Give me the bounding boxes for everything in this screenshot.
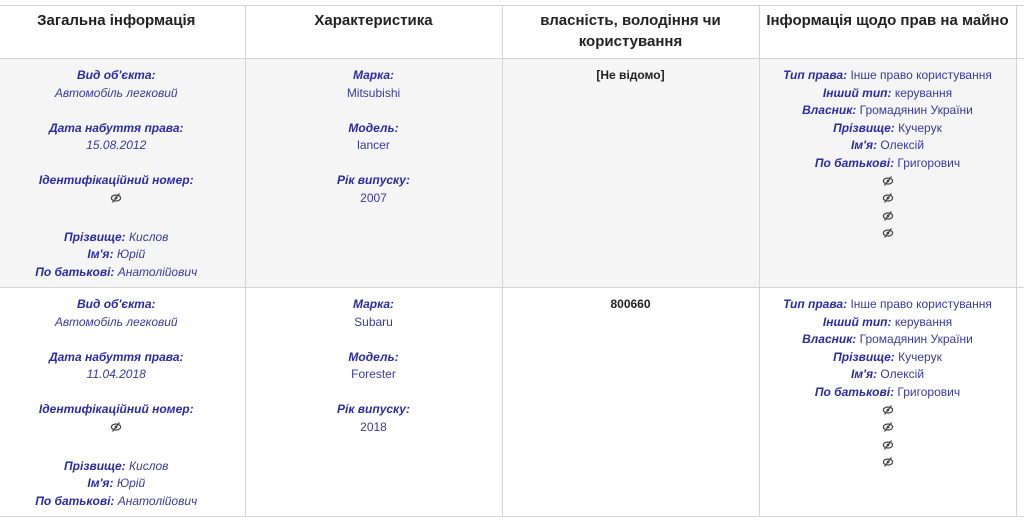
right-name-value: Олексій [880,367,925,381]
owner-value: Громадянин України [859,332,973,346]
right-patronymic-label: По батькові: [814,384,895,399]
acquisition-date-value: 11.04.2018 [86,367,146,381]
year-label: Рік випуску: [337,173,410,187]
model-label: Модель: [348,120,399,135]
brand-value: Subaru [354,314,393,329]
object-type-label: Вид об'єкта: [76,68,156,82]
ownership-value-cell [502,59,759,288]
id-number-hidden [0,190,239,208]
eye-slash-icon [882,439,894,451]
table-row [0,288,1024,517]
other-type-value: керування [894,314,953,329]
right-surname-value: Кучерук [898,120,942,135]
id-number-label: Ідентифікаційний номер: [38,402,194,416]
id-number-hidden [0,419,239,437]
right-type-value: Інше право користування [850,297,992,311]
header-ownership-value: власність, володіння чи користування [502,6,759,59]
row-spacer [1016,59,1024,288]
ownership-value: 800660 [610,297,651,311]
right-name-label: Ім'я: [850,138,878,152]
other-type-label: Інший тип: [822,314,892,329]
eye-slash-icon [882,175,894,187]
eye-slash-icon [882,210,894,222]
acquisition-date-label: Дата набуття права: [48,349,184,364]
model-value: lancer [357,138,390,152]
brand-label: Марка: [352,68,395,82]
id-number-label: Ідентифікаційний номер: [38,173,194,187]
surname-label: Прізвище: [64,229,126,244]
other-type-value: керування [894,85,953,100]
row-spacer [1016,288,1024,517]
right-patronymic-label: По батькові: [814,155,895,170]
object-type-value: Автомобіль легковий [54,314,178,329]
eye-slash-icon [882,192,894,204]
surname-label: Прізвище: [64,458,126,473]
general-info-cell [0,288,245,517]
surname-value: Кислов [128,458,169,473]
name-label: Ім'я: [87,476,114,490]
table-header-row [0,6,1024,59]
right-patronymic-value: Григорович [897,384,961,399]
right-surname-value: Кучерук [898,349,942,364]
brand-label: Марка: [352,297,395,311]
acquisition-date-label: Дата набуття права: [48,120,184,135]
eye-slash-icon [882,404,894,416]
eye-slash-icon [882,421,894,433]
right-name-label: Ім'я: [850,367,878,381]
right-type-label: Тип права: [783,297,848,311]
acquisition-date-value: 15.08.2012 [86,138,147,152]
year-label: Рік випуску: [337,402,410,416]
name-value: Юрій [116,476,146,490]
object-type-value: Автомобіль легковий [54,85,178,100]
right-name-value: Олексій [880,138,925,152]
patronymic-value: Анатолійович [117,493,198,508]
vehicles-table [0,5,1024,517]
right-surname-label: Прізвище: [833,349,895,364]
right-type-value: Інше право користування [850,68,992,82]
right-surname-label: Прізвище: [833,120,895,135]
name-label: Ім'я: [87,247,114,261]
header-characteristics: Характеристика [245,6,502,59]
declaration-vehicles-table-wrapper [0,5,1024,517]
eye-slash-icon [110,192,122,204]
owner-label: Власник: [802,103,857,117]
name-value: Юрій [116,247,146,261]
header-rights-info: Інформація щодо прав на майно [759,6,1016,59]
characteristics-cell [245,59,502,288]
header-spacer [1016,6,1024,59]
owner-value: Громадянин України [859,103,973,117]
table-row [0,59,1024,288]
model-value: Forester [351,367,396,381]
header-general-info: Загальна інформація [0,6,245,59]
patronymic-value: Анатолійович [117,264,198,279]
model-label: Модель: [348,349,399,364]
ownership-value: [Не відомо] [596,68,665,82]
patronymic-label: По батькові: [35,493,115,508]
brand-value: Mitsubishi [346,85,401,100]
eye-slash-icon [110,421,122,433]
rights-info-cell [759,59,1016,288]
year-value: 2018 [360,419,387,434]
right-patronymic-value: Григорович [897,155,961,170]
general-info-cell [0,59,245,288]
year-value: 2007 [360,190,387,205]
eye-slash-icon [882,227,894,239]
ownership-value-cell [502,288,759,517]
characteristics-cell [245,288,502,517]
patronymic-label: По батькові: [35,264,115,279]
object-type-label: Вид об'єкта: [76,297,156,311]
eye-slash-icon [882,456,894,468]
surname-value: Кислов [128,229,169,244]
right-type-label: Тип права: [783,68,848,82]
owner-label: Власник: [802,332,857,346]
other-type-label: Інший тип: [822,85,892,100]
rights-info-cell [759,288,1016,517]
